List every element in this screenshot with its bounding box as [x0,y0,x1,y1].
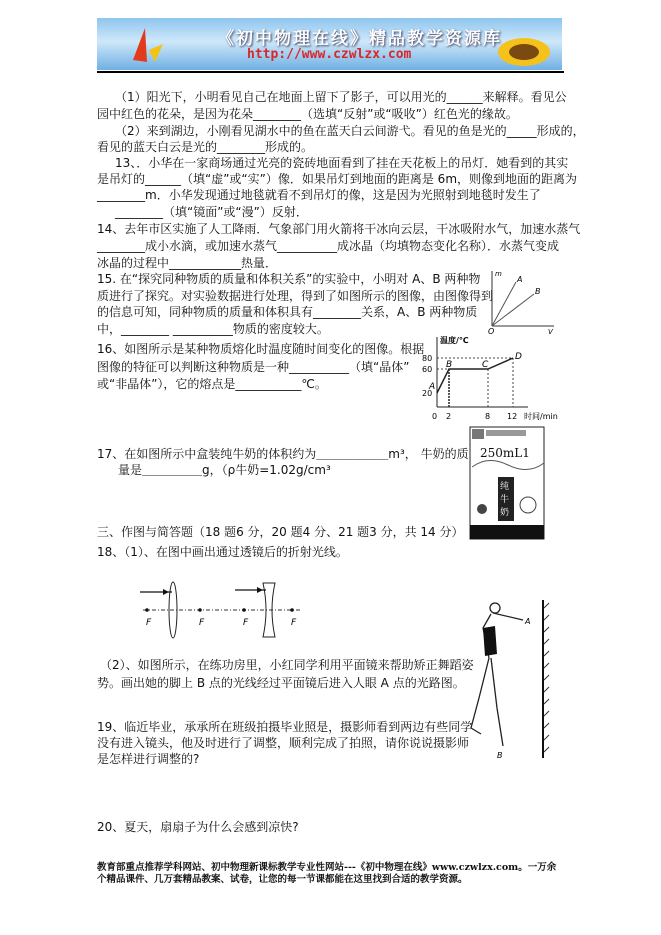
banner-title: 《初中物理在线》精品教学资源库 [217,29,502,49]
point-a: A [429,382,436,392]
q15-line4: 中，________ __________物质的密度较大。 [97,322,329,336]
q13-line2: 是吊灯的______（填“虚”或“实”）像．如果吊灯到地面的距离是 6m，则像到地面的距离为 [97,172,578,186]
focus-label: F [199,618,205,628]
y-tick-80: 80 [422,354,433,363]
y-label: 温度/℃ [440,336,469,345]
q13-line3: ________m．小华发现通过地毯就看不到吊灯的像，这是因为光照射到地毯时发生了 [97,188,541,202]
point-b-label: B [497,751,503,760]
q15-line1: 15. 在“探究同种物质的质量和体积关系”的实验中，小明对 A、B 两种物 [97,272,481,286]
mass-volume-graph [488,268,558,336]
x-label: 时间/min [524,412,558,421]
point-c: C [482,360,489,370]
x-tick-0: 0 [432,412,438,421]
q17-line2: 量是＿＿＿＿＿g，（ρ牛奶=1.02g/cm³ [118,463,331,477]
q19-line3: 是怎样进行调整的? [97,752,200,766]
origin-label: O [488,327,495,336]
banner-url: http://www.czwlzx.com [247,47,412,62]
carton-volume: 250mL1 [480,446,530,460]
q13-line4: ________（填“镜面”或“漫”）反射． [115,205,308,219]
q15-line2: 质进行了探究。对实验数据进行处理，得到了如图所示的图像，由图像得到 [97,289,494,303]
svg-text:牛: 牛 [500,495,510,505]
q20: 20、夏天，扇扇子为什么会感到凉快? [97,820,299,834]
line-a [492,282,516,326]
q12-1-line2: 园中红色的花朵，是因为花朵________（选填“反射”或“吸收”）红色光的缘故。 [97,107,518,121]
x-tick-2: 2 [446,412,452,421]
focus-label: F [243,618,249,628]
x-tick-12: 12 [507,412,518,421]
y-tick-60: 60 [422,365,433,374]
sunflower-icon [492,30,552,70]
dancer-mirror-diagram [465,598,555,763]
q15-line3: 的信息可知，同种物质的质量和体积具有________关系，A、B 两种物质 [97,305,478,319]
point-a-label: A [525,617,531,626]
footer-line1: 教育部重点推荐学科网站、初中物理新课标教学专业性网站---《初中物理在线》www.czwlzx.com。一万余 [97,862,557,873]
label-a: A [517,275,523,284]
q17-line1: 17、在如图所示中盒装纯牛奶的体积约为＿＿＿＿＿＿m³， 牛奶的质 [97,447,469,461]
x-label: V [548,328,553,336]
point-b: B [446,360,453,370]
q12-1-line1: （1）阳光下，小明看见自己在地面上留下了影子，可以用光的______来解释。看见公 [115,90,567,104]
q18-1: 18、（1）、在图中画出通过透镜后的折射光线。 [97,545,348,559]
footer-line2: 个精品课件、几万套精品教案、试卷，让您的每一节课都能在这里找到合适的教学资源。 [97,874,468,885]
q14-line1: 14、去年市区实施了人工降雨．气象部门用火箭将干冰向云层，干冰吸附水气，加速水蒸气 [97,222,581,236]
svg-text:奶: 奶 [500,508,510,518]
x-tick-8: 8 [485,412,491,421]
milk-carton-image [468,425,548,540]
q12-2-line1: （2）来到湖边，小刚看见湖水中的鱼在蓝天白云间游弋。看见的鱼是光的_____形成的， [115,124,585,138]
point-d: D [515,352,522,362]
section3-heading: 三、作图与简答题（18 题6 分，20 题4 分、21 题3 分，共 14 分） [97,525,464,539]
focus-label: F [146,618,152,628]
q16-line2: 图像的特征可以判断这种物质是一种__________（填“晶体” [97,360,410,374]
melting-graph [420,335,570,425]
q13-line1: 13、．小华在一家商场通过光亮的瓷砖地面看到了挂在天花板上的吊灯．她看到的其实 [115,156,569,170]
header-divider [97,71,564,73]
q19-line1: 19、临近毕业，承承所在班级拍摄毕业照是，摄影师看到两边有些同学 [97,720,473,734]
q14-line3: 冰晶的过程中____________热量． [97,256,278,270]
svg-text:纯: 纯 [500,482,510,492]
q18-2-line2: 势。画出她的脚上 B 点的光线经过平面镜后进入人眼 A 点的光路图。 [97,676,465,690]
dancer-figure [471,603,523,746]
q19-line2: 没有进入镜头，他及时进行了调整，顺利完成了拍照，请你说说摄影师 [97,736,470,750]
q12-2-line2: 看见的蓝天白云是光的________形成的。 [97,140,314,154]
q16-line3: 或“非晶体”），它的熔点是___________℃。 [97,377,327,391]
y-tick-20: 20 [422,389,433,398]
logo-icon [127,26,167,66]
y-label: m [495,270,502,278]
q18-2-line1: （2）、如图所示，在练功房里，小红同学利用平面镜来帮助矫正舞蹈姿 [100,658,474,672]
lens-diagram [135,575,305,645]
q16-line1: 16、如图所示是某种物质熔化时温度随时间变化的图像。根据 [97,342,425,356]
label-b: B [535,287,541,296]
header-banner [97,18,562,70]
focus-label: F [291,618,297,628]
line-b [492,294,534,326]
q14-line2: ________成小水滴，或加速水蒸气__________成冰晶（均填物态变化名称）．水蒸气变成 [97,239,560,253]
